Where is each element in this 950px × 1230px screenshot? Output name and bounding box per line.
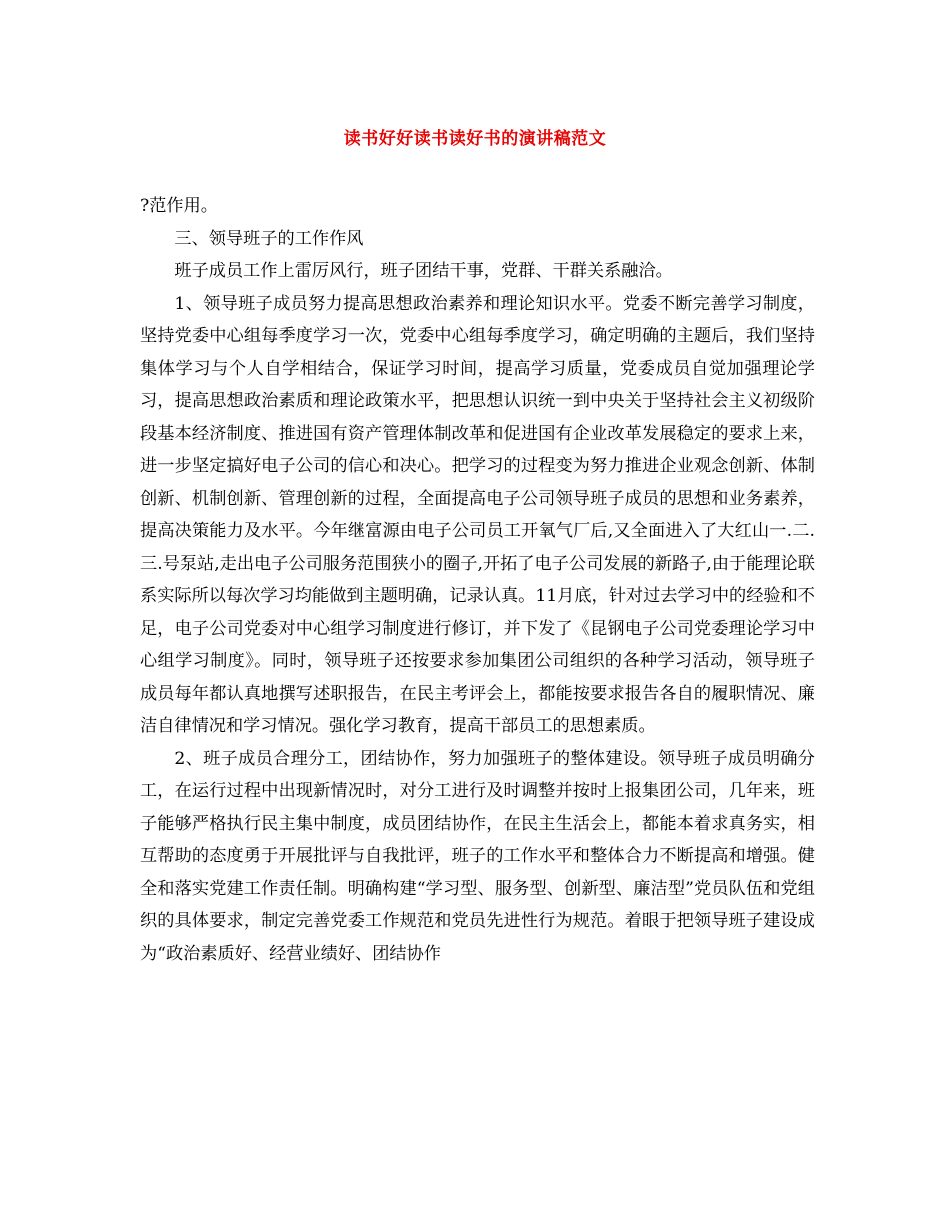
paragraph-summary: 班子成员工作上雷厉风行，班子团结干事，党群、干群关系融洽。 xyxy=(174,261,673,281)
section-heading: 三、领导班子的工作作风 xyxy=(174,228,364,249)
paragraph-continuation: ?范作用。 xyxy=(140,196,218,216)
document-title: 读书好好读书读好书的演讲稿范文 xyxy=(343,129,607,149)
paragraph-item-1: 1、领导班子成员努力提高思想政治素养和理论知识水平。党委不断完善学习制度，坚持党委中心组每季度学习一次，党委中心组每季度学习，确定明确的主题后，我们坚持集体学习与个人自学相结合，保证学习时间，提高学习质量，党委成员自觉加强理论学习，提高思想政治素质和理论政策水平，把思想认识统一到中央关于坚持社会主义初级阶段基本经济制度、推进国有资产管理体制改革和促进国有企业改革发展稳定的要求上来，进一步坚定搞好电子公司的信心和决心。把学习的过程变为努力推进企业观念创新、体制创新、机制创新、管理创新的过程，全面提高电子公司领导班子成员的思想和业务素养，提高决策能力及水平。今年继富源由电子公司员工开氧气厂后,又全面进入了大红山一.二.三.号泵站,走出电子公司服务范围狭小的圈子,开拓了电子公司发展的新路子,由于能理论联系实际所以每次学习均能做到主题明确，记录认真。11月底，针对过去学习中的经验和不足，电子公司党委对中心组学习制度进行修订，并下发了《昆钢电子公司党委理论学习中心组学习制度》。同时，领导班子还按要求参加集团公司组织的各种学习活动，领导班子成员每年都认真地撰写述职报告，在民主考评会上，都能按要求报告各自的履职情况、廉洁自律情况和学习情况。强化学习教育，提高干部员工的思想素质。 xyxy=(140,293,815,736)
paragraph-item-2: 2、班子成员合理分工，团结协作，努力加强班子的整体建设。领导班子成员明确分工，在运行过程中出现新情况时，对分工进行及时调整并按时上报集团公司，几年来，班子能够严格执行民主集中制度，成员团结协作，在民主生活会上，都能本着求真务实，相互帮助的态度勇于开展批评与自我批评，班子的工作水平和整体合力不断提高和增强。健全和落实党建工作责任制。明确构建“学习型、服务型、创新型、廉洁型”党员队伍和党组织的具体要求，制定完善党委工作规范和党员先进性行为规范。着眼于把领导班子建设成为“政治素质好、经营业绩好、团结协作 xyxy=(140,748,815,964)
document-body xyxy=(140,190,815,970)
